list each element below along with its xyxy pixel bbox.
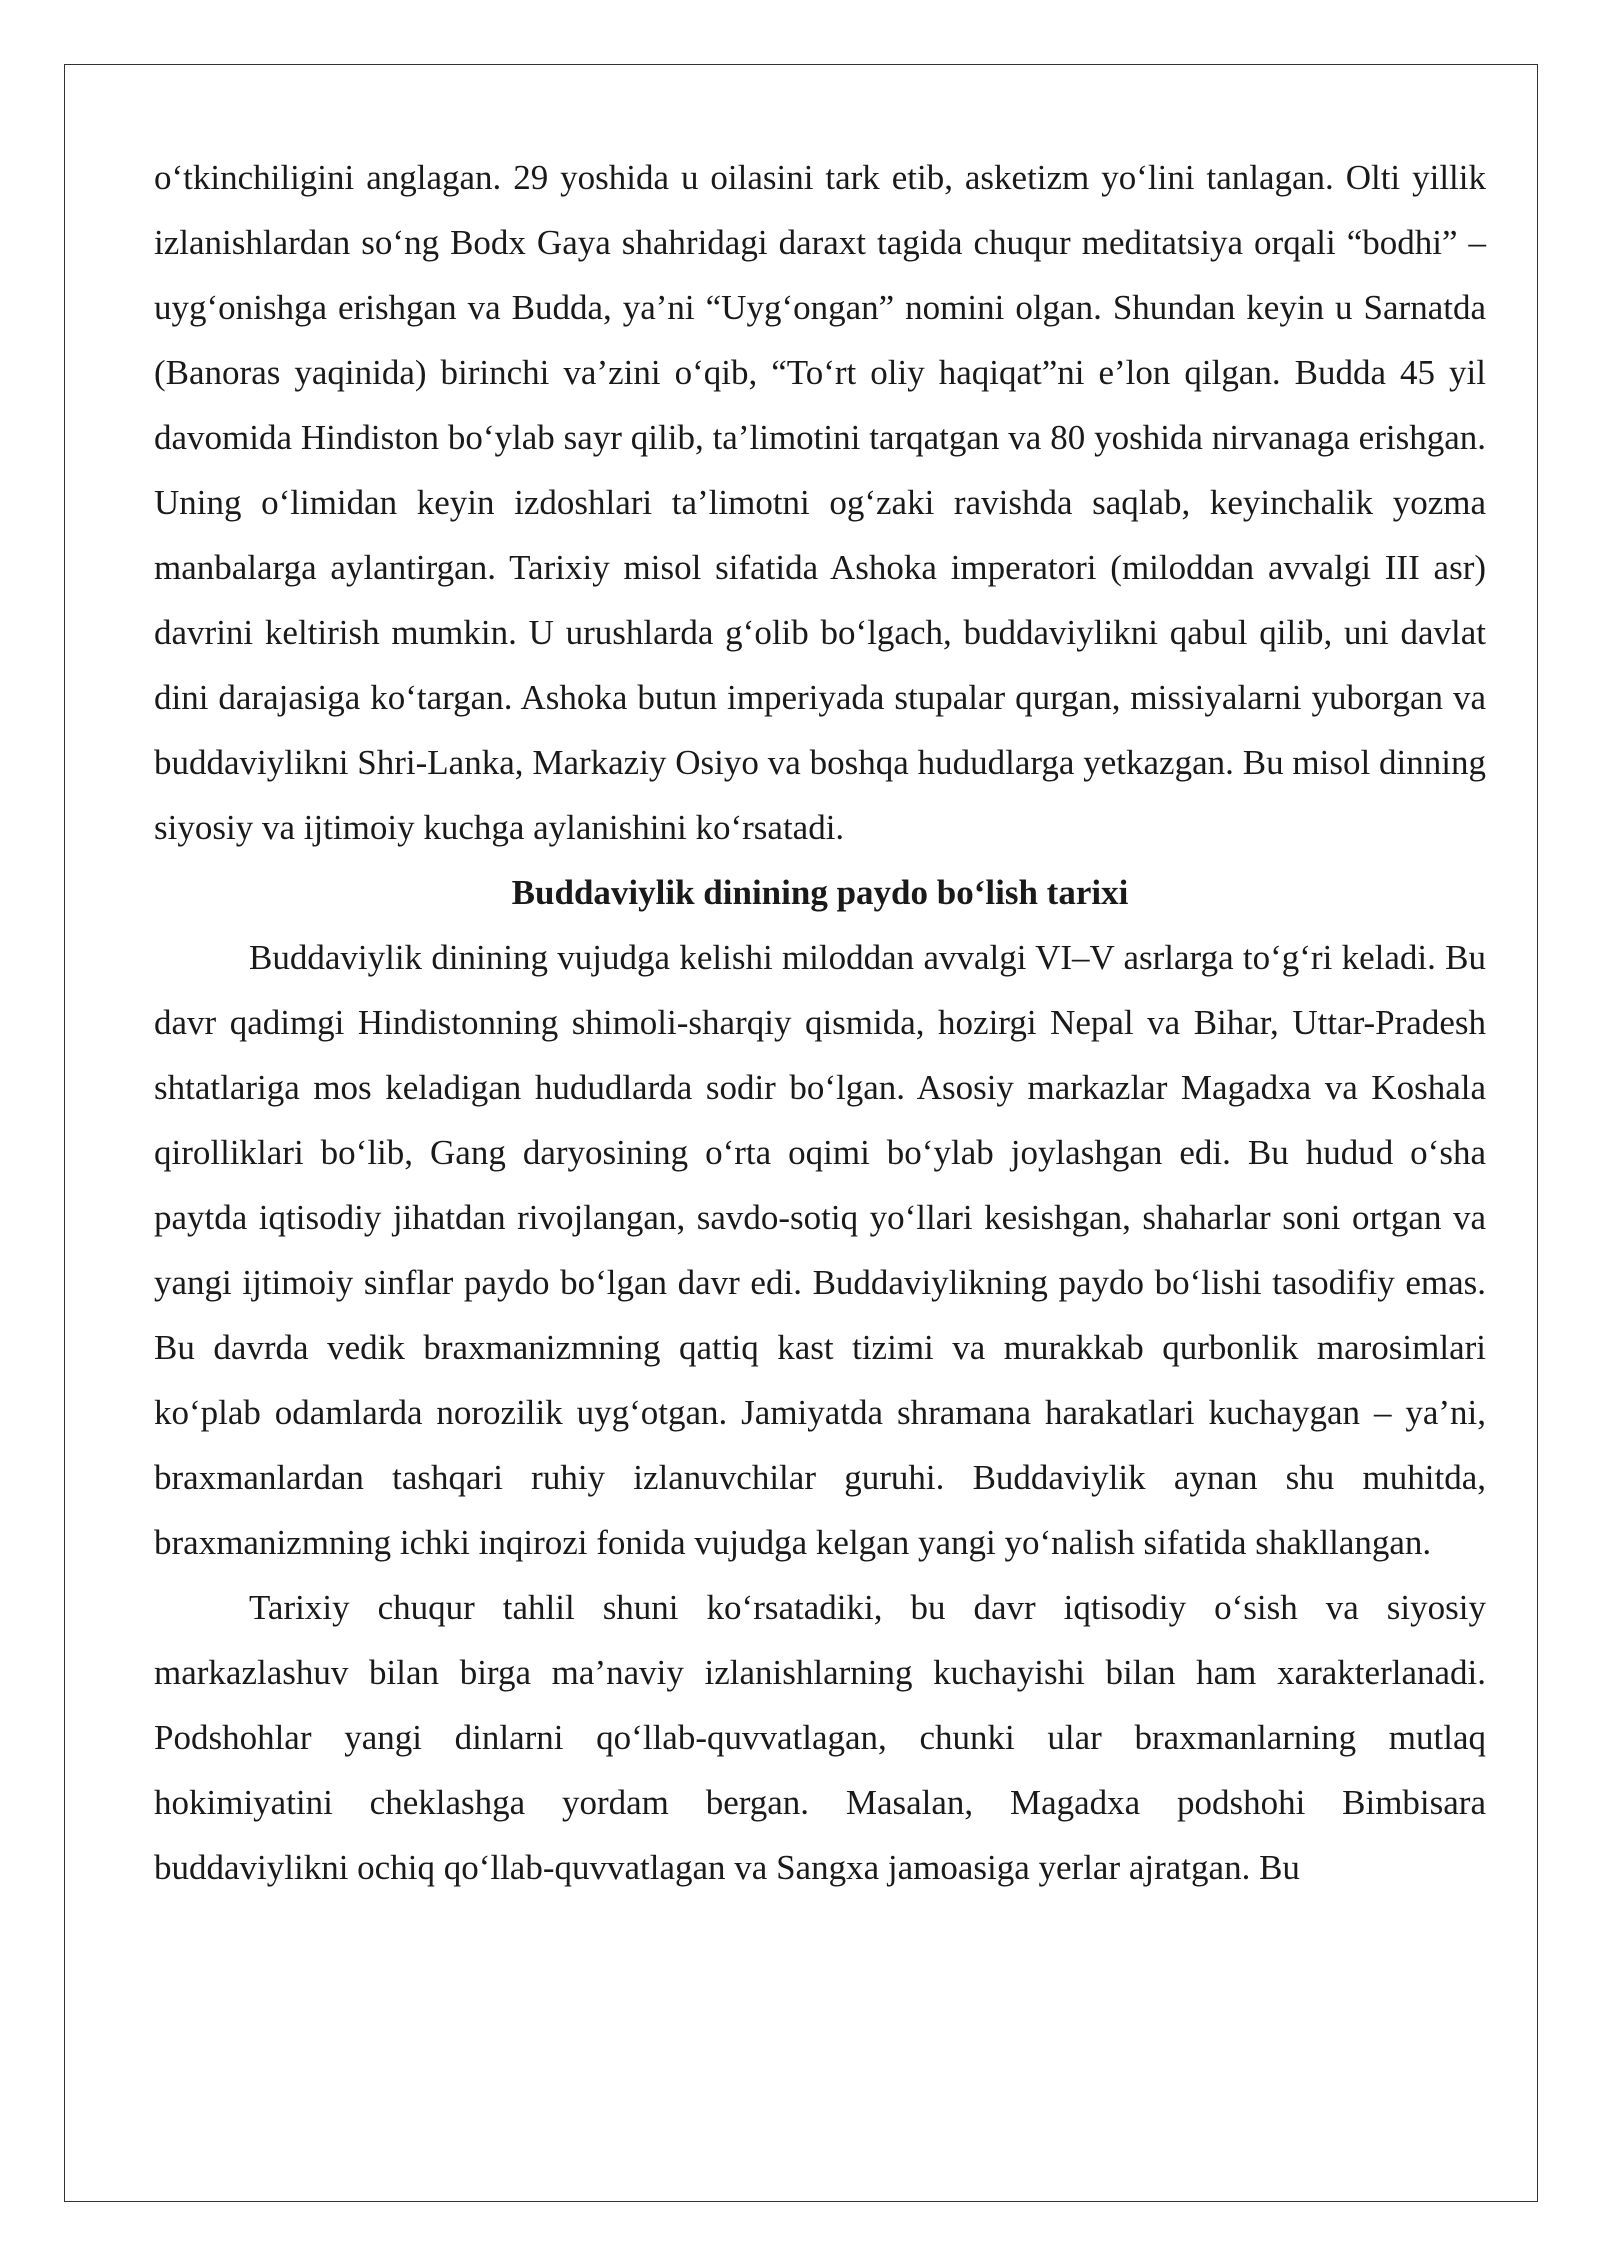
document-body	[154, 145, 1486, 1900]
paragraph-continued: o‘tkinchiligini anglagan. 29 yoshida u oilasini tark etib, asketizm yo‘lini tanlagan. Olti yillik izlanishlardan so‘ng Bodx Gaya shahridagi daraxt tagida chuqur meditatsiya orqali “bodhi” – uyg‘onishga erishgan va Budda, ya’ni “Uyg‘ongan” nomini olgan. Shundan keyin u Sarnatda (Banoras yaqinida) birinchi va’zini o‘qib, “To‘rt oliy haqiqat”ni e’lon qilgan. Budda 45 yil davomida Hindiston bo‘ylab sayr qilib, ta’limotini tarqatgan va 80 yoshida nirvanaga erishgan. Uning o‘limidan keyin izdoshlari ta’limotni og‘zaki ravishda saqlab, keyinchalik yozma manbalarga aylantirgan. Tarixiy misol sifatida Ashoka imperatori (miloddan avvalgi III asr) davrini keltirish mumkin. U urushlarda g‘olib bo‘lgach, buddaviylikni qabul qilib, uni davlat dini darajasiga ko‘targan. Ashoka butun imperiyada stupalar qurgan, missiyalarni yuborgan va buddaviylikni Shri-Lanka, Markaziy Osiyo va boshqa hududlarga yetkazgan. Bu misol dinning siyosiy va ijtimoiy kuchga aylanishini ko‘rsatadi.	[154, 158, 1486, 847]
paragraph: Buddaviylik dinining vujudga kelishi miloddan avvalgi VI–V asrlarga to‘g‘ri keladi. Bu davr qadimgi Hindistonning shimoli-sharqiy qismida, hozirgi Nepal va Bihar, Uttar-Pradesh shtatlariga mos keladigan hududlarda sodir bo‘lgan. Asosiy markazlar Magadxa va Koshala qirolliklari bo‘lib, Gang daryosining o‘rta oqimi bo‘ylab joylashgan edi. Bu hudud o‘sha paytda iqtisodiy jihatdan rivojlangan, savdo-sotiq yo‘llari kesishgan, shaharlar soni ortgan va yangi ijtimoiy sinflar paydo bo‘lgan davr edi. Buddaviylikning paydo bo‘lishi tasodifiy emas. Bu davrda vedik braxmanizmning qattiq kast tizimi va murakkab qurbonlik marosimlari ko‘plab odamlarda norozilik uyg‘otgan. Jamiyatda shramana harakatlari kuchaygan – ya’ni, braxmanlardan tashqari ruhiy izlanuvchilar guruhi. Buddaviylik aynan shu muhitda, braxmanizmning ichki inqirozi fonida vujudga kelgan yangi yo‘nalish sifatida shakllangan.	[154, 938, 1486, 1562]
section-heading: Buddaviylik dinining paydo bo‘lish tarixi	[511, 873, 1129, 912]
paragraph: Tarixiy chuqur tahlil shuni ko‘rsatadiki, bu davr iqtisodiy o‘sish va siyosiy markazlashuv bilan birga ma’naviy izlanishlarning kuchayishi bilan ham xarakterlanadi. Podshohlar yangi dinlarni qo‘llab-quvvatlagan, chunki ular braxmanlarning mutlaq hokimiyatini cheklashga yordam bergan. Masalan, Magadxa podshohi Bimbisara buddaviylikni ochiq qo‘llab-quvvatlagan va Sangxa jamoasiga yerlar ajratgan. Bu	[154, 1588, 1486, 1887]
